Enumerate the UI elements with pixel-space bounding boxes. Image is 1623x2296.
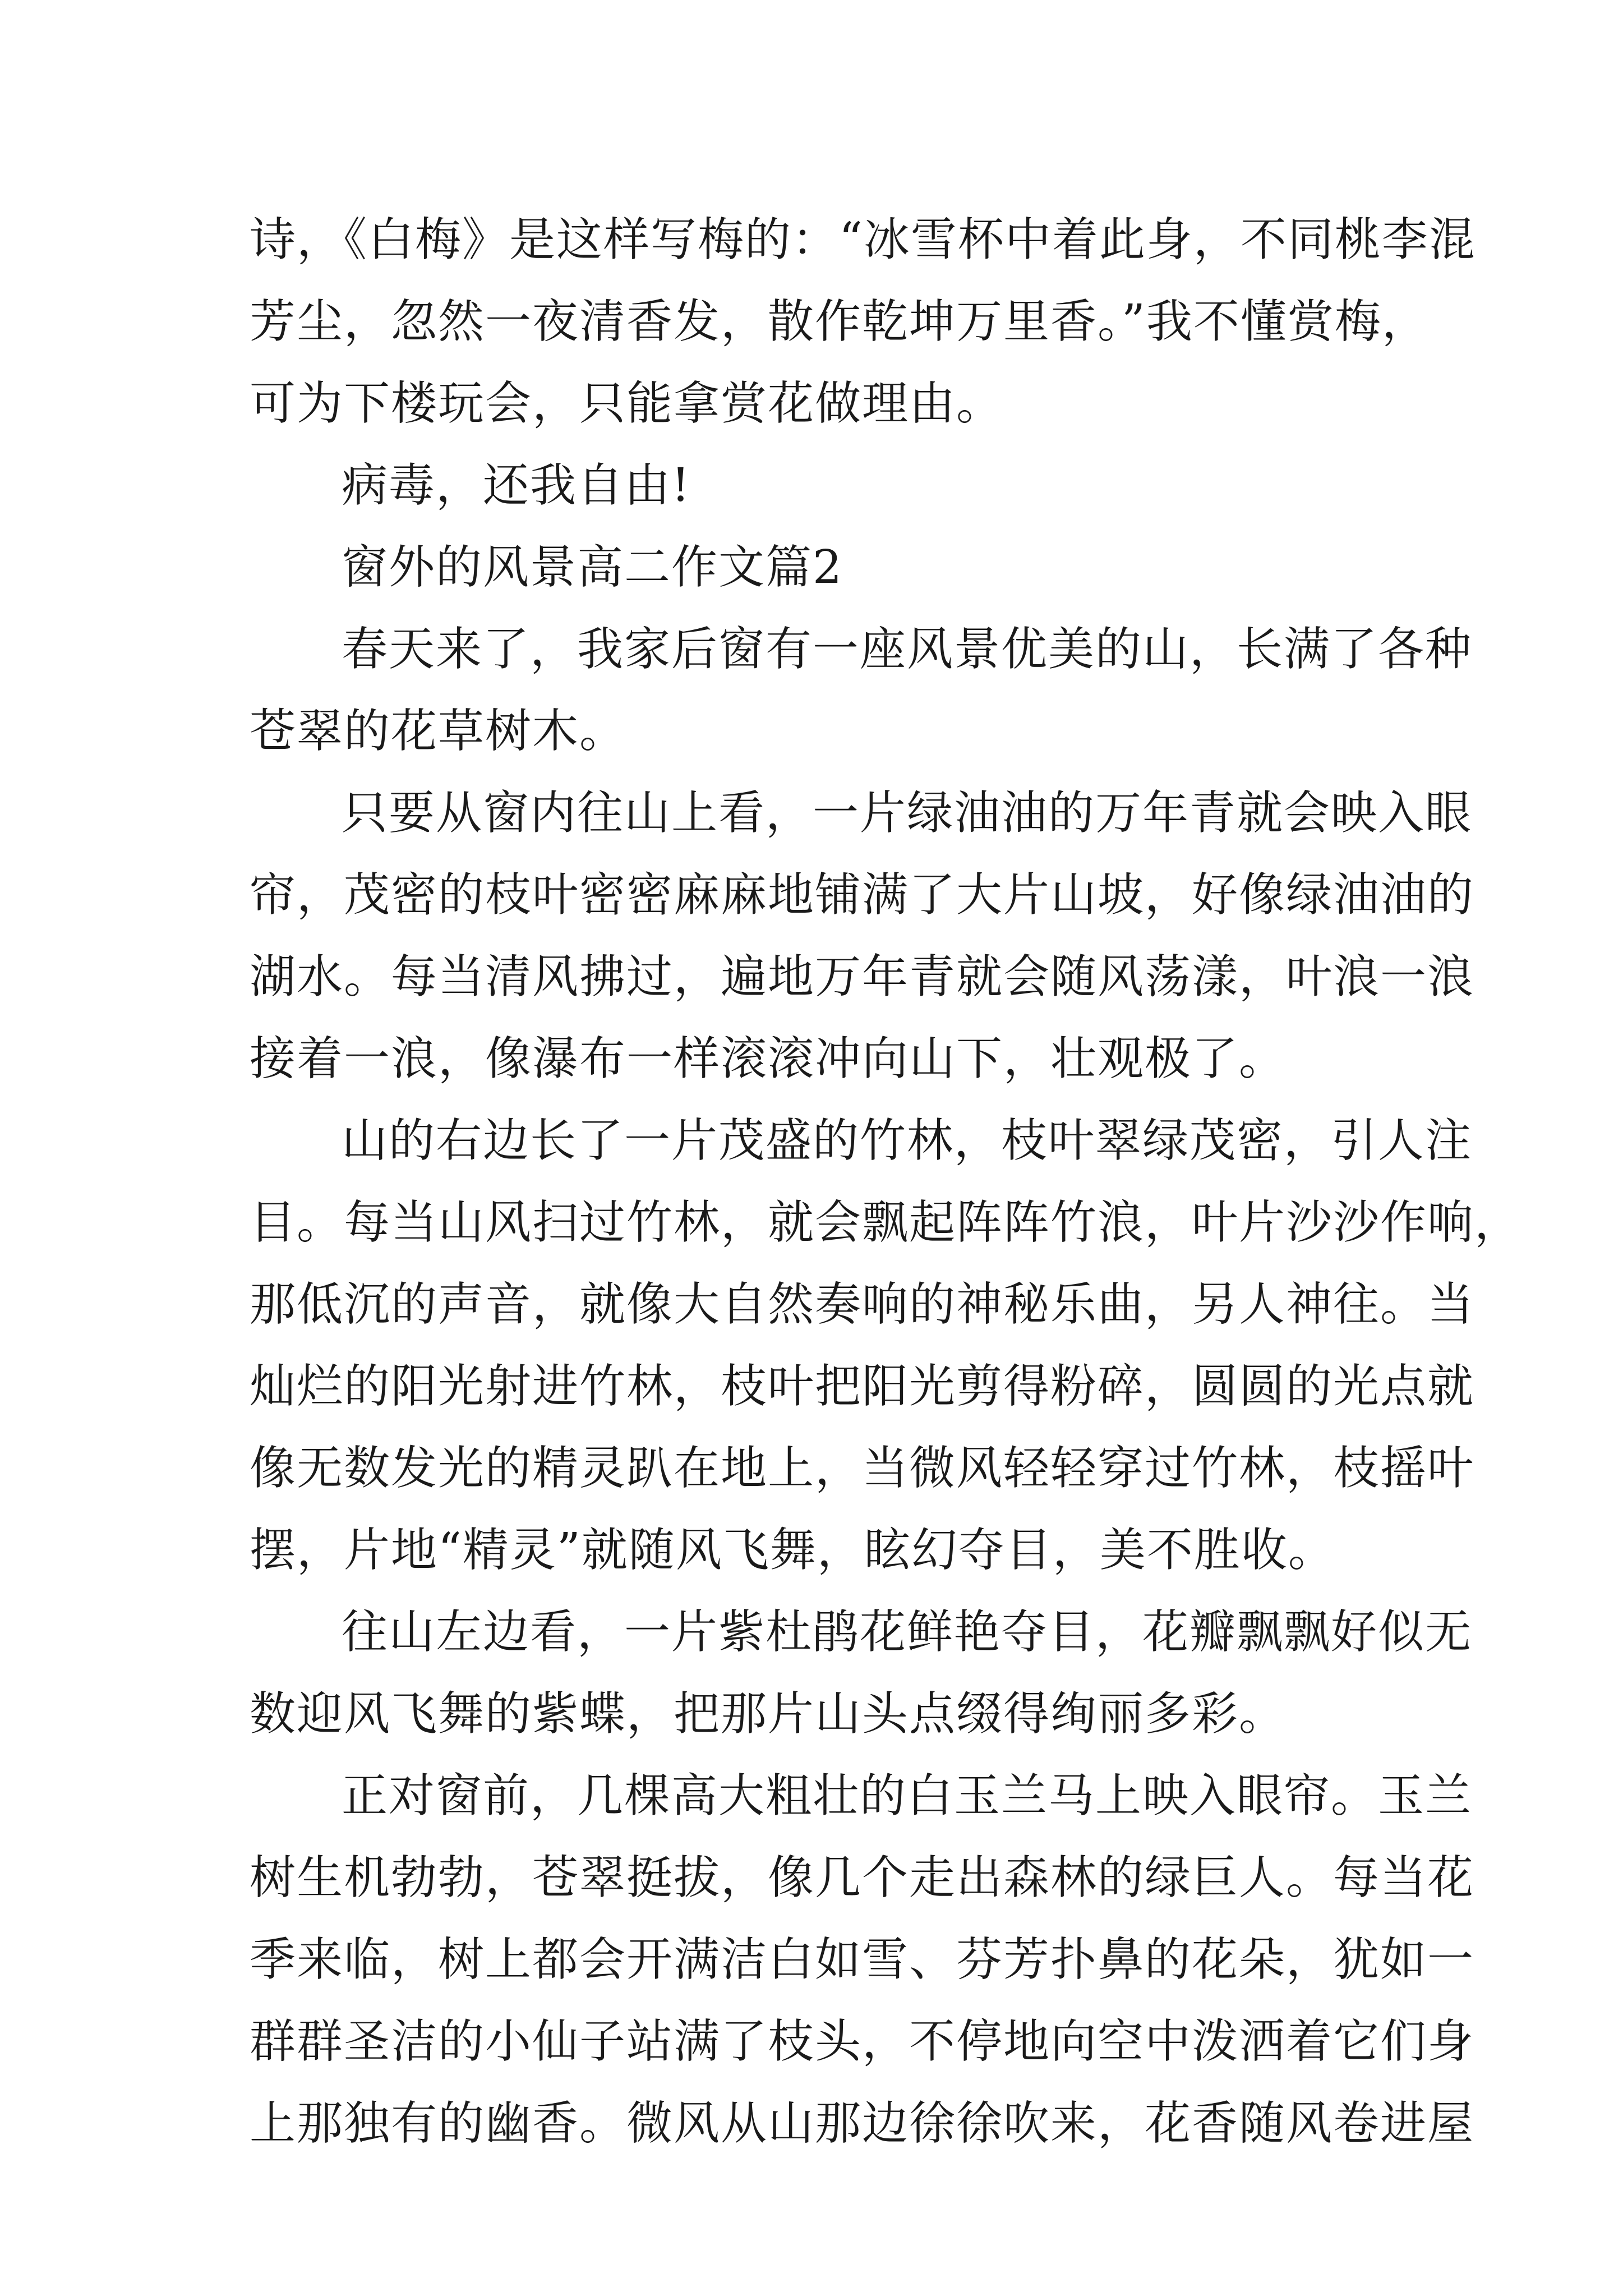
text-line: 春天来了，我家后窗有一座风景优美的山，长满了各种: [342, 623, 1473, 676]
text-line: 苍翠的花草树木。: [250, 705, 627, 758]
text-line: 摆，片地“精灵”就随风飞舞，眩幻夺目，美不胜收。: [250, 1524, 1335, 1577]
text-line: 季来临，树上都会开满洁白如雪、芬芳扑鼻的花朵，犹如一: [250, 1933, 1475, 1986]
text-line: 只要从窗内往山上看，一片绿油油的万年青就会映入眼: [342, 786, 1473, 840]
text-line: 正对窗前，几棵高大粗壮的白玉兰马上映入眼帘。玉兰: [342, 1769, 1473, 1823]
text-line: 诗，《白梅》是这样写梅的：“冰雪杯中着此身，不同桃李混: [250, 213, 1476, 266]
text-line: 灿烂的阳光射进竹林，枝叶把阳光剪得粉碎，圆圆的光点就: [250, 1360, 1475, 1413]
text-line: 芳尘，忽然一夜清香发，散作乾坤万里香。”我不懂赏梅，: [250, 295, 1429, 348]
text-line: 往山左边看，一片紫杜鹃花鲜艳夺目，花瓣飘飘好似无: [342, 1605, 1473, 1659]
text-line: 目。每当山风扫过竹林，就会飘起阵阵竹浪，叶片沙沙作响，: [250, 1196, 1522, 1249]
text-line: 帘，茂密的枝叶密密麻麻地铺满了大片山坡，好像绿油油的: [250, 868, 1475, 922]
text-line: 病毒，还我自由!: [342, 459, 691, 512]
section-heading: 窗外的风景高二作文篇2: [342, 541, 843, 594]
text-line: 上那独有的幽香。微风从山那边徐徐吹来，花香随风卷进屋: [250, 2097, 1475, 2150]
text-line: 山的右边长了一片茂盛的竹林，枝叶翠绿茂密，引人注: [342, 1114, 1473, 1167]
text-line: 可为下楼玩会，只能拿赏花做理由。: [250, 377, 1004, 430]
text-line: 湖水。每当清风拂过，遍地万年青就会随风荡漾，叶浪一浪: [250, 950, 1475, 1004]
text-line: 群群圣洁的小仙子站满了枝头，不停地向空中泼洒着它们身: [250, 2015, 1475, 2068]
text-line: 数迎风飞舞的紫蝶，把那片山头点缀得绚丽多彩。: [250, 1687, 1287, 1741]
text-line: 树生机勃勃，苍翠挺拔，像几个走出森林的绿巨人。每当花: [250, 1851, 1475, 1904]
text-line: 像无数发光的精灵趴在地上，当微风轻轻穿过竹林，枝摇叶: [250, 1442, 1475, 1495]
text-line: 接着一浪，像瀑布一样滚滚冲向山下，壮观极了。: [250, 1032, 1287, 1085]
essay-body: [250, 199, 1522, 2165]
text-line: 那低沉的声音，就像大自然奏响的神秘乐曲，另人神往。当: [250, 1278, 1475, 1331]
